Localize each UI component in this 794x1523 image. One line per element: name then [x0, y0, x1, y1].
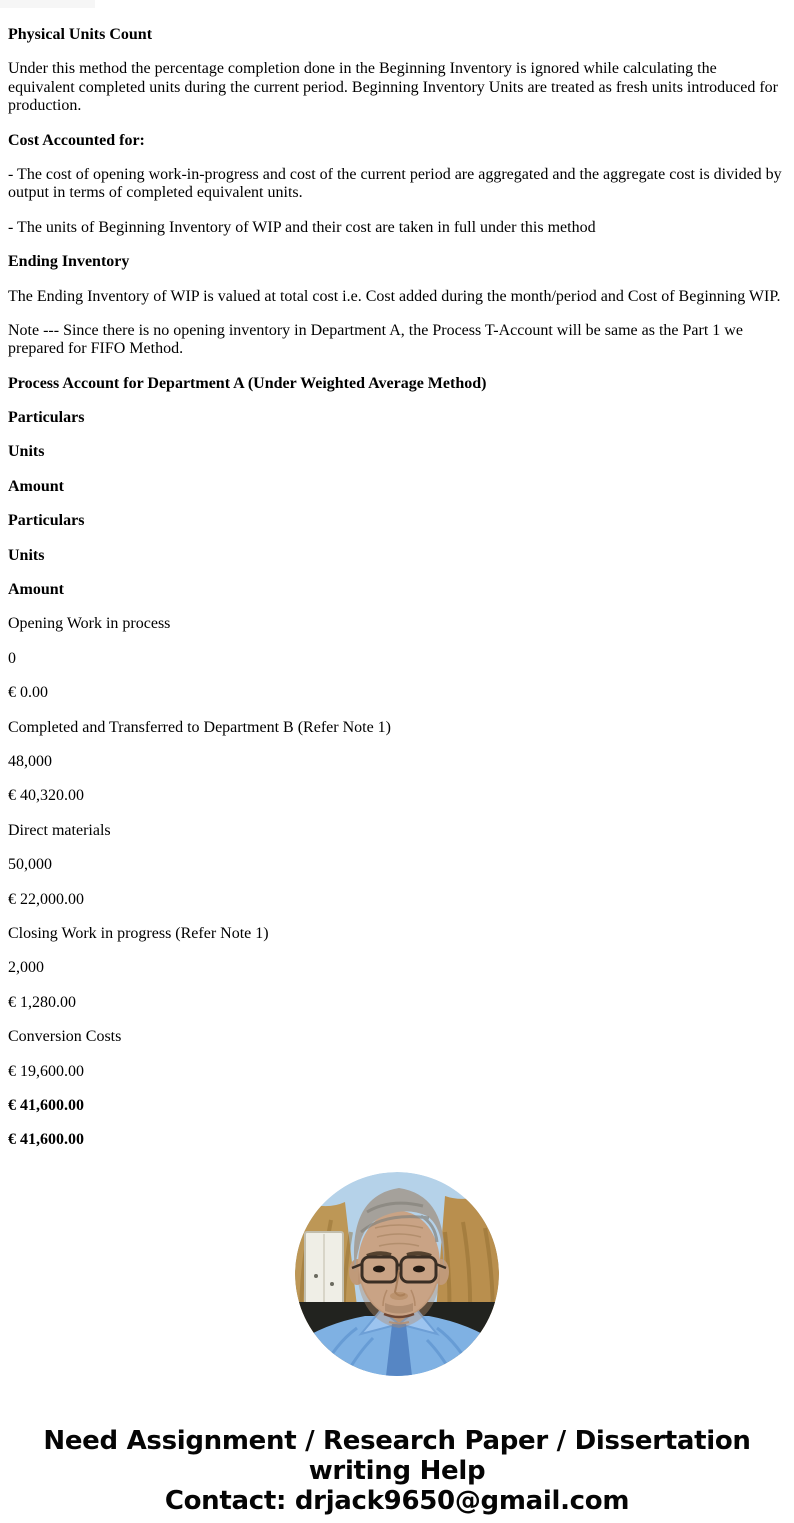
scan-artifact-strip — [0, 0, 95, 8]
paragraph: Closing Work in progress (Refer Note 1) — [8, 924, 269, 942]
paragraph: - The units of Beginning Inventory of WIP and their cost are taken in full under this method — [8, 218, 596, 236]
paragraph: Units — [8, 546, 45, 564]
paragraph: Ending Inventory — [8, 253, 130, 271]
paragraph: Physical Units Count — [8, 26, 153, 43]
footer-contact-email: Contact: drjack9650@gmail.com — [164, 1485, 630, 1516]
paragraph: 48,000 — [8, 752, 52, 770]
paragraph: Amount — [8, 477, 65, 495]
paragraph: - The cost of opening work-in-progress and cost of the current period are aggregated and the aggregate cost is divided by output in terms of completed equivalent units. — [8, 165, 782, 202]
paragraph: Note --- Since there is no opening inventory in Department A, the Process T-Account will be same as the Part 1 we prepared for FIFO Method. — [8, 321, 743, 358]
paragraph: Opening Work in process — [8, 615, 171, 633]
paragraph: € 1,280.00 — [8, 993, 76, 1011]
paragraph: Units — [8, 443, 45, 461]
paragraph: Particulars — [8, 409, 85, 427]
paragraph: € 22,000.00 — [8, 890, 84, 908]
paragraph: € 40,320.00 — [8, 787, 84, 805]
paragraph: Particulars — [8, 512, 85, 530]
paragraph: 2,000 — [8, 959, 44, 977]
paragraph: 0 — [8, 649, 16, 667]
paragraph: Amount — [8, 581, 65, 599]
profile-photo — [295, 1172, 499, 1376]
paragraph: Cost Accounted for: — [8, 131, 145, 149]
paragraph: The Ending Inventory of WIP is valued at total cost i.e. Cost added during the month/period and Cost of Beginning WIP. — [8, 287, 781, 305]
paragraph-list — [8, 26, 786, 1150]
profile-photo-illustration — [295, 1172, 499, 1376]
paragraph: € 41,600.00 — [8, 1096, 84, 1114]
paragraph: Process Account for Department A (Under Weighted Average Method) — [8, 374, 487, 392]
paragraph: Direct materials — [8, 821, 111, 839]
paragraph: Completed and Transferred to Department B (Refer Note 1) — [8, 718, 392, 736]
paragraph: Under this method the percentage completion done in the Beginning Inventory is ignored while calculating the equivalent completed units during the current period. Beginning Inventory Units are treated as fresh units introduced for production. — [8, 60, 778, 115]
footer-line-1: Need Assignment / Research Paper / Dissertation — [43, 1425, 751, 1456]
paragraph: € 19,600.00 — [8, 1062, 84, 1080]
paragraph: 50,000 — [8, 856, 52, 874]
paragraph: € 0.00 — [8, 684, 48, 702]
paragraph: Conversion Costs — [8, 1028, 122, 1046]
paragraph: € 41,600.00 — [8, 1131, 84, 1149]
footer-banner — [0, 1426, 794, 1516]
footer-line-2: writing Help — [308, 1455, 486, 1486]
